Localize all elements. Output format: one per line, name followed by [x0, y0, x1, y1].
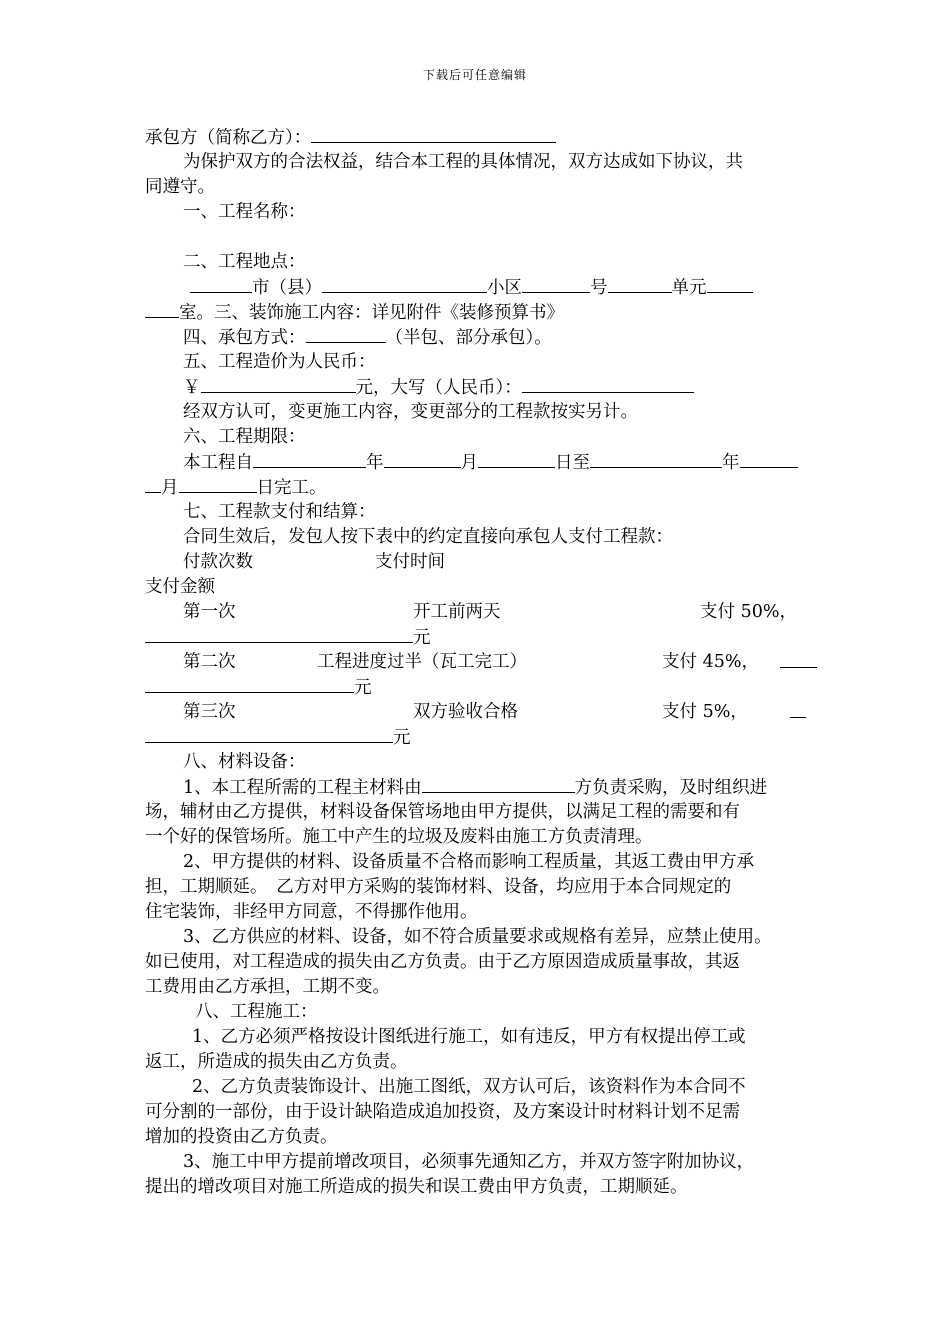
paragraph-line: 住宅装饰，非经甲方同意，不得挪作他用。 [145, 902, 478, 922]
section-heading: 七、工程款支付和结算： [183, 502, 376, 522]
period-line: 月 日完工。 [145, 475, 327, 500]
section-heading: 六、工程期限： [183, 427, 306, 447]
payment-3-label: 第三次 [183, 702, 236, 722]
paragraph-line: 场，辅材由乙方提供，材料设备保管场地由甲方提供，以满足工程的需要和有 [145, 802, 740, 822]
payment-2-blank [780, 650, 817, 675]
section-heading: 八、工程施工： [195, 1002, 318, 1022]
paragraph-line: 室。三、装饰施工内容：详见附件《装修预算书》 [145, 300, 564, 325]
paragraph-line: 3、施工中甲方提前增改项目，必须事先通知乙方，并双方签字附加协议， [183, 1152, 755, 1172]
payment-2-label: 第二次 [183, 652, 236, 672]
paragraph-line: 1、本工程所需的工程主材料由 方负责采购，及时组织进 [183, 775, 767, 800]
paragraph-line: 提出的增改项目对施工所造成的损失和误工费由甲方负责，工期顺延。 [145, 1177, 688, 1197]
paragraph-line: 可分割的一部份，由于设计缺陷造成追加投资，及方案设计时材料计划不足需 [145, 1102, 740, 1122]
paragraph-line: 2、乙方负责装饰设计、出施工图纸，双方认可后，该资料作为本合同不 [192, 1077, 746, 1097]
section-heading: 八、材料设备： [183, 752, 306, 772]
price-line: ￥ 元，大写（人民币）： [183, 375, 694, 400]
section-heading: 一、工程名称： [183, 202, 306, 222]
table-header-time: 支付时间 [375, 552, 445, 572]
contract-type-line: 四、承包方式： （半包、部分承包）。 [183, 325, 552, 350]
paragraph-line: 担，工期顺延。 乙方对甲方采购的装饰材料、设备，均应用于本合同规定的 [145, 877, 732, 897]
table-header-amount: 支付金额 [145, 577, 215, 597]
paragraph-line: 工费用由乙方承担，工期不变。 [145, 977, 390, 997]
payment-1-amount: 元 [145, 625, 431, 650]
payment-1-time: 开工前两天 [413, 602, 501, 622]
paragraph-line: 一个好的保管场所。施工中产生的垃圾及废料由施工方负责清理。 [145, 827, 653, 847]
paragraph-line: 返工，所造成的损失由乙方负责。 [145, 1052, 408, 1072]
payment-3-blank [790, 700, 806, 725]
payment-2-time: 工程进度过半（瓦工完工） [317, 652, 527, 672]
paragraph-line: 如已使用，对工程造成的损失由乙方负责。由于乙方原因造成质量事故，其返 [145, 952, 740, 972]
section-heading: 二、工程地点： [183, 252, 306, 272]
payment-3-time: 双方验收合格 [413, 702, 518, 722]
payment-1-percent: 支付 50%， [700, 602, 797, 622]
paragraph-line: 合同生效后，发包人按下表中的约定直接向承包人支付工程款： [183, 527, 673, 547]
page-header: 下载后可任意编辑 [422, 68, 527, 82]
paragraph-line: 增加的投资由乙方负责。 [145, 1127, 338, 1147]
section-heading: 五、工程造价为人民币： [183, 352, 376, 372]
payment-2-percent: 支付 45%， [662, 652, 759, 672]
paragraph-line: 1、乙方必须严格按设计图纸进行施工，如有违反，甲方有权提出停工或 [192, 1027, 746, 1047]
paragraph-line: 2、甲方提供的材料、设备质量不合格而影响工程质量，其返工费由甲方承 [183, 852, 755, 872]
address-line: 市（县） 小区 号 单元 [190, 275, 753, 300]
payment-1-label: 第一次 [183, 602, 236, 622]
paragraph-line: 3、乙方供应的材料、设备，如不符合质量要求或规格有差异，应禁止使用。 [183, 927, 772, 947]
paragraph-line: 为保护双方的合法权益，结合本工程的具体情况，双方达成如下协议，共 [183, 152, 743, 172]
payment-3-amount: 元 [145, 725, 411, 750]
payment-3-percent: 支付 5%， [662, 702, 748, 722]
payment-2-amount: 元 [145, 675, 372, 700]
paragraph-line: 同遵守。 [145, 177, 215, 197]
paragraph-line: 经双方认可，变更施工内容，变更部分的工程款按实另计。 [183, 402, 638, 422]
period-line: 本工程自 年 月 日至 年 [183, 450, 798, 475]
contractor-label: 承包方（简称乙方）： [145, 125, 556, 150]
table-header-count: 付款次数 [183, 552, 253, 572]
